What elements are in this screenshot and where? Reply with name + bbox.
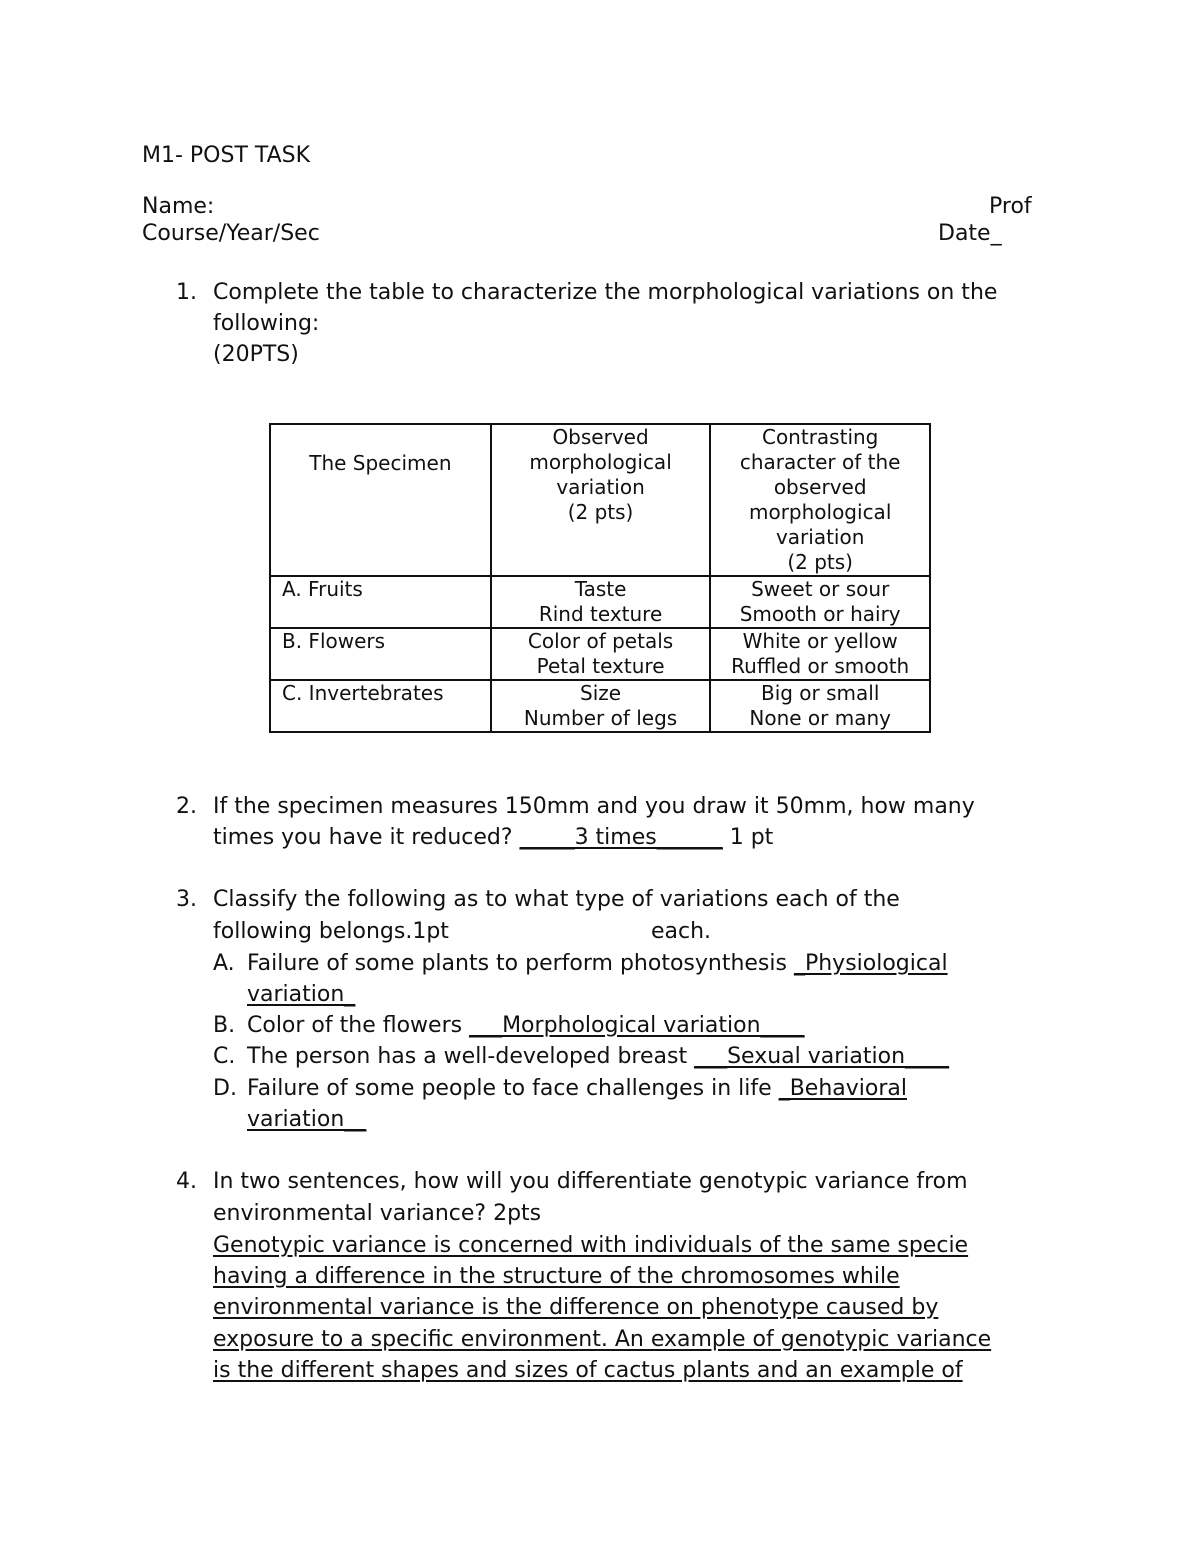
q3-item-text: The person has a well-developed breast <box>247 1044 695 1069</box>
row-contrasting <box>710 576 930 628</box>
row-specimen: C. Invertebrates <box>270 680 491 732</box>
q3-item-text: Failure of some people to face challenges in life <box>247 1076 779 1101</box>
table-row <box>270 628 930 680</box>
q2-line1: If the specimen measures 150mm and you draw it 50mm, how many <box>213 794 975 819</box>
q2-answer: _____3 times______ <box>519 825 723 850</box>
row-observed <box>491 680 711 732</box>
prof-label: Prof <box>989 194 1032 219</box>
q3-item-answer-cont: variation__ <box>247 1107 367 1132</box>
doc-title: M1- POST TASK <box>142 143 311 168</box>
header-contrasting-line: (2 pts) <box>787 550 853 574</box>
header-contrasting <box>710 424 930 576</box>
row-contrasting <box>710 680 930 732</box>
q3-item-letter: C. <box>213 1044 236 1069</box>
q4-answer-line: Genotypic variance is concerned with individuals of the same specie <box>213 1233 969 1258</box>
row-observed-line: Color of petals <box>527 629 674 653</box>
header-observed <box>491 424 711 576</box>
q3-item-answer: ___Morphological variation____ <box>469 1013 805 1038</box>
row-specimen: A. Fruits <box>270 576 491 628</box>
row-observed-line: Size <box>580 681 622 705</box>
q3-item <box>247 1010 805 1041</box>
q4-line1: In two sentences, how will you differentiate genotypic variance from <box>213 1169 968 1194</box>
row-contrasting <box>710 628 930 680</box>
q3-line2a: following belongs.1pt <box>213 919 449 944</box>
q1-number: 1. <box>176 280 197 305</box>
header-contrasting-line: morphological <box>748 500 892 524</box>
row-observed-line: Number of legs <box>523 706 678 730</box>
q3-item-answer: _Physiological <box>793 951 948 976</box>
q3-item-letter: B. <box>213 1013 236 1038</box>
header-observed-line: morphological <box>529 450 672 474</box>
q3-item-text: Failure of some plants to perform photosynthesis <box>247 951 794 976</box>
header-specimen: The Specimen <box>270 424 491 576</box>
q2-line2-prefix: times you have it reduced? <box>213 825 520 850</box>
morphology-table <box>269 423 931 733</box>
q4-line2: environmental variance? 2pts <box>213 1201 542 1226</box>
q3-item-letter: D. <box>213 1076 237 1101</box>
q3-item-answer: ___Sexual variation____ <box>694 1044 950 1069</box>
row-contrasting-line: Ruffled or smooth <box>731 654 910 678</box>
row-observed-line: Rind texture <box>538 602 663 626</box>
q1-line1: Complete the table to characterize the morphological variations on the <box>213 280 998 305</box>
q2-line2 <box>213 822 773 853</box>
row-contrasting-line: None or many <box>749 706 891 730</box>
row-observed <box>491 628 711 680</box>
row-observed <box>491 576 711 628</box>
q3-item <box>247 1041 949 1072</box>
q4-answer-line: is the different shapes and sizes of cactus plants and an example of <box>213 1358 963 1383</box>
row-contrasting-line: Smooth or hairy <box>739 602 901 626</box>
header-contrasting-line: character of the <box>739 450 901 474</box>
table-row <box>270 680 930 732</box>
q2-number: 2. <box>176 794 197 819</box>
q3-line2b: each. <box>651 919 712 944</box>
q3-number: 3. <box>176 887 197 912</box>
q1-line3: (20PTS) <box>213 342 299 367</box>
q3-item <box>247 1073 907 1104</box>
date-label: Date_ <box>938 221 1002 246</box>
row-observed-line: Petal texture <box>536 654 665 678</box>
q3-item-answer: _Behavioral <box>778 1076 907 1101</box>
row-contrasting-line: Sweet or sour <box>751 577 890 601</box>
q3-item-text: Color of the flowers <box>247 1013 470 1038</box>
header-contrasting-line: observed <box>773 475 867 499</box>
q4-answer-line: having a difference in the structure of the chromosomes while <box>213 1264 900 1289</box>
header-contrasting-line: variation <box>775 525 865 549</box>
name-label: Name: <box>142 194 215 219</box>
row-specimen: B. Flowers <box>270 628 491 680</box>
row-observed-line: Taste <box>574 577 627 601</box>
q3-item-letter: A. <box>213 951 235 976</box>
q3-item-answer-cont: variation_ <box>247 982 356 1007</box>
header-observed-line: (2 pts) <box>567 500 634 524</box>
header-observed-line: variation <box>556 475 645 499</box>
q4-number: 4. <box>176 1169 197 1194</box>
row-contrasting-line: White or yellow <box>742 629 898 653</box>
table-row <box>270 576 930 628</box>
q3-item <box>247 948 948 979</box>
q3-line1: Classify the following as to what type of variations each of the <box>213 887 900 912</box>
q4-answer-line: environmental variance is the difference on phenotype caused by <box>213 1295 939 1320</box>
header-observed-line: Observed <box>552 425 649 449</box>
table-header-row <box>270 424 930 576</box>
q2-points: 1 pt <box>722 825 774 850</box>
header-contrasting-line: Contrasting <box>761 425 879 449</box>
course-label: Course/Year/Sec <box>142 221 320 246</box>
q4-answer-line: exposure to a specific environment. An example of genotypic variance <box>213 1327 992 1352</box>
q1-line2: following: <box>213 311 320 336</box>
row-contrasting-line: Big or small <box>760 681 880 705</box>
